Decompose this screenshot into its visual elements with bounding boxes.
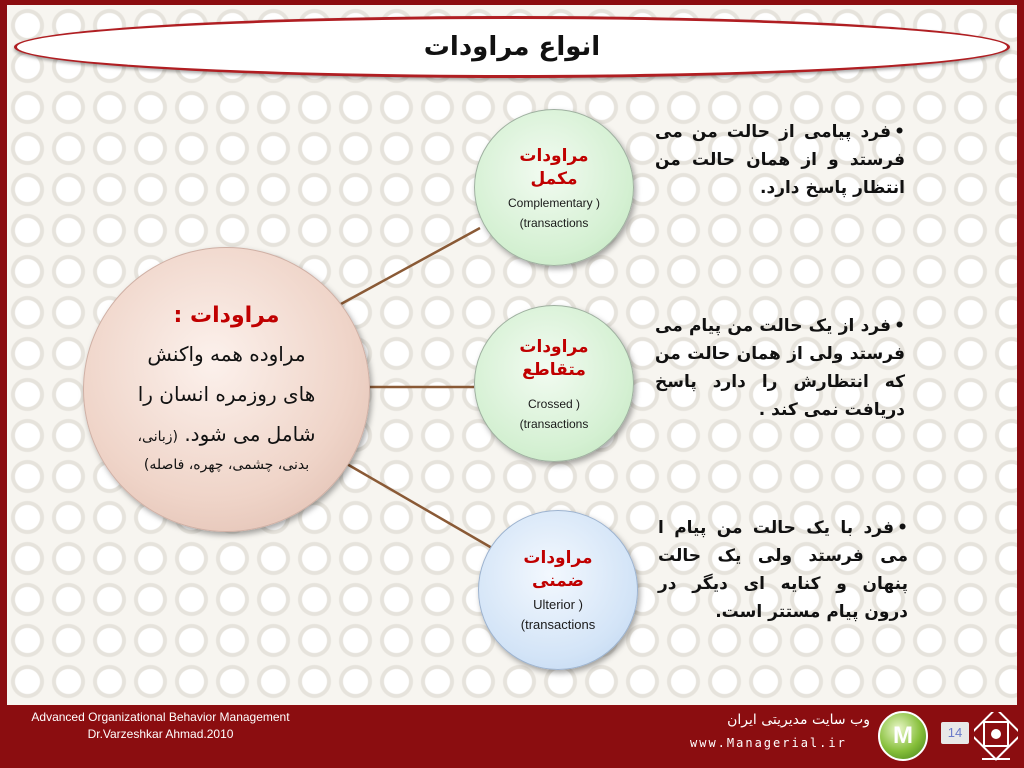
footer-credits [8, 709, 313, 743]
crossed-circle [474, 305, 634, 462]
bullet-complementary-text: فرد پیامی از حالت من می فرستد و از همان حالت من انتظار پاسخ دارد. [655, 122, 905, 198]
ulterior-en-line-2: (transactions [520, 617, 596, 632]
website-url[interactable]: www.Managerial.ir [690, 736, 847, 750]
complementary-circle [474, 109, 634, 266]
complementary-en-line-2: (transactions [519, 215, 589, 230]
ulterior-fa-line-2: ضمنی [532, 571, 584, 591]
definition-heading: مراودات : [173, 303, 280, 328]
crossed-fa-line-1: مراودات [519, 336, 589, 357]
definition-line-1: مراوده همه واکنش [147, 342, 306, 366]
footer-website[interactable] [690, 708, 870, 754]
ulterior-circle [478, 510, 638, 670]
bullet-complementary [655, 118, 905, 202]
bullet-ulterior [658, 514, 908, 626]
definition-line-2: های روزمره انسان را [137, 382, 316, 406]
crossed-en-line-1: Crossed ) [527, 396, 580, 411]
bullet-dot-icon: • [897, 518, 908, 538]
definition-body [138, 334, 316, 454]
university-emblem-icon [974, 712, 1018, 764]
bullet-ulterior-text: فرد با یک حالت من پیام ا می فرستد ولی یک حالت پنهان و کنایه ای دیگر در درون پیام مستتر است. [658, 518, 908, 622]
connector-ulterior [340, 460, 492, 548]
complementary-en-line-1: Complementary ) [507, 195, 601, 210]
crossed-en-line-2: (transactions [519, 416, 589, 431]
definition-inline-small: (زبانی، [137, 429, 178, 445]
complementary-fa-line-1: مراودات [519, 145, 589, 166]
logo-letter: M [893, 722, 913, 749]
definition-small-line: بدنی، چشمی، چهره، فاصله) [143, 457, 310, 473]
complementary-fa-line-2: مکمل [530, 168, 578, 189]
definition-line-3: شامل می شود. [184, 422, 316, 446]
bullet-dot-icon: • [894, 122, 905, 142]
bullet-crossed [655, 312, 905, 424]
connector-complementary [330, 228, 480, 310]
managerial-logo-icon [878, 711, 928, 761]
slide-title: انواع مراودات [423, 32, 601, 62]
footer-author: Dr.Varzeshkar Ahmad.2010 [87, 727, 234, 741]
crossed-fa-line-2: متقاطع [522, 359, 586, 380]
definition-line-3-wrap [138, 414, 316, 454]
ulterior-fa-line-1: مراودات [523, 548, 593, 568]
ulterior-en-line-1: Ulterior ) [533, 597, 583, 612]
transactions-definition-circle [83, 247, 370, 532]
website-name-fa: وب سایت مدیریتی ایران [727, 712, 870, 728]
bullet-dot-icon: • [894, 316, 905, 336]
page-number: 14 [941, 722, 969, 744]
bullet-crossed-text: فرد از یک حالت من پیام می فرستد ولی از همان حالت من که انتظارش را دارد پاسخ دریافت نمی کند . [655, 316, 905, 420]
footer-course: Advanced Organizational Behavior Management [31, 710, 290, 724]
